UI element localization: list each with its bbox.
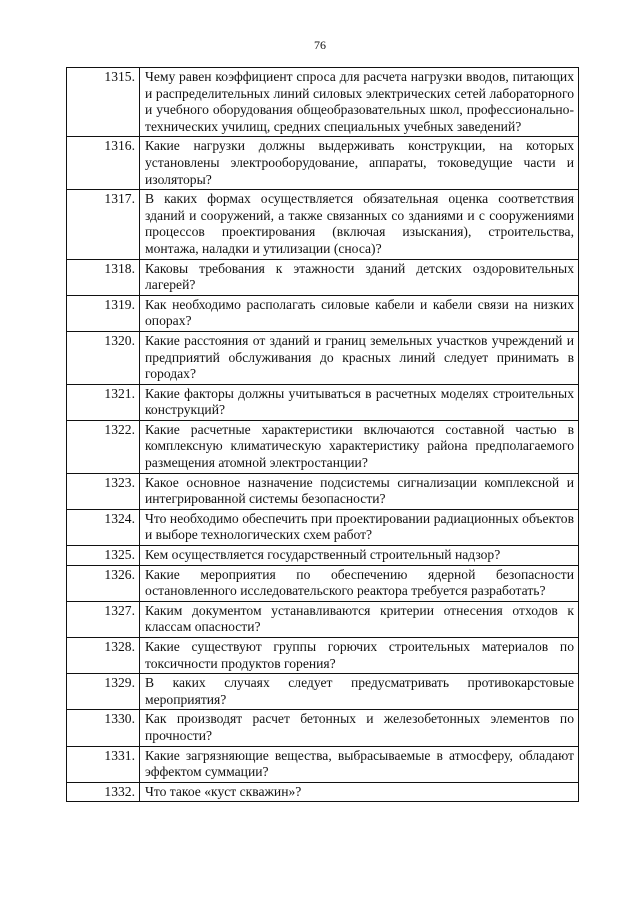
table-row	[67, 565, 579, 601]
table-row	[67, 384, 579, 420]
question-number: 1323.	[67, 473, 140, 509]
question-number: 1315.	[67, 68, 140, 137]
table-row	[67, 674, 579, 710]
questions-table	[66, 67, 579, 802]
question-number: 1319.	[67, 295, 140, 331]
question-text: Какие загрязняющие вещества, выбрасываемые в атмосферу, обладают эффектом суммации?	[140, 746, 579, 782]
question-number: 1329.	[67, 674, 140, 710]
question-number: 1328.	[67, 638, 140, 674]
question-text: В каких случаях следует предусматривать противокарстовые мероприятия?	[140, 674, 579, 710]
question-number: 1324.	[67, 509, 140, 545]
page-number: 76	[314, 38, 326, 52]
question-text: В каких формах осуществляется обязательная оценка соответствия зданий и сооружений, а также связанных со зданиями и с сооружениями процессов проектирования (включая изыскания), строительства, монтажа, наладки и утилизации (сноса)?	[140, 190, 579, 259]
table-row	[67, 546, 579, 566]
table-row	[67, 137, 579, 190]
question-number: 1322.	[67, 420, 140, 473]
question-number: 1316.	[67, 137, 140, 190]
table-row	[67, 190, 579, 259]
question-text: Как необходимо располагать силовые кабели и кабели связи на низких опорах?	[140, 295, 579, 331]
question-text: Кем осуществляется государственный строительный надзор?	[140, 546, 579, 566]
question-text: Что такое «куст скважин»?	[140, 782, 579, 802]
question-number: 1320.	[67, 331, 140, 384]
question-text: Какие мероприятия по обеспечению ядерной безопасности остановленного исследовательского реактора требуется разработать?	[140, 565, 579, 601]
table-row	[67, 259, 579, 295]
table-row	[67, 295, 579, 331]
table-row	[67, 601, 579, 637]
question-text: Что необходимо обеспечить при проектировании радиационных объектов и выборе технологических схем работ?	[140, 509, 579, 545]
question-text: Какие расстояния от зданий и границ земельных участков учреждений и предприятий обслуживания до красных линий следует принимать в городах?	[140, 331, 579, 384]
table-row	[67, 638, 579, 674]
question-number: 1331.	[67, 746, 140, 782]
question-text: Какие нагрузки должны выдерживать конструкции, на которых установлены электрооборудование, аппараты, токоведущие части и изоляторы?	[140, 137, 579, 190]
question-text: Какие существуют группы горючих строительных материалов по токсичности продуктов горения?	[140, 638, 579, 674]
question-text: Какие расчетные характеристики включаются составной частью в комплексную климатическую характеристику района предполагаемого размещения атомной электростанции?	[140, 420, 579, 473]
question-number: 1330.	[67, 710, 140, 746]
table-row	[67, 710, 579, 746]
question-number: 1326.	[67, 565, 140, 601]
question-number: 1321.	[67, 384, 140, 420]
question-number: 1325.	[67, 546, 140, 566]
question-number: 1318.	[67, 259, 140, 295]
question-text: Каким документом устанавливаются критерии отнесения отходов к классам опасности?	[140, 601, 579, 637]
question-number: 1317.	[67, 190, 140, 259]
table-row	[67, 420, 579, 473]
table-row	[67, 68, 579, 137]
question-text: Какое основное назначение подсистемы сигнализации комплексной и интегрированной системы безопасности?	[140, 473, 579, 509]
question-text: Как производят расчет бетонных и железобетонных элементов по прочности?	[140, 710, 579, 746]
question-text: Чему равен коэффициент спроса для расчета нагрузки вводов, питающих и распределительных линий силовых электрических сетей лабораторного и учебного оборудования общеобразовательных школ, профессионально-технических училищ, средних специальных учебных заведений?	[140, 68, 579, 137]
table-row	[67, 509, 579, 545]
question-number: 1327.	[67, 601, 140, 637]
question-text: Какие факторы должны учитываться в расчетных моделях строительных конструкций?	[140, 384, 579, 420]
table-row	[67, 782, 579, 802]
question-text: Каковы требования к этажности зданий детских оздоровительных лагерей?	[140, 259, 579, 295]
table-row	[67, 473, 579, 509]
table-row	[67, 331, 579, 384]
table-row	[67, 746, 579, 782]
question-number: 1332.	[67, 782, 140, 802]
